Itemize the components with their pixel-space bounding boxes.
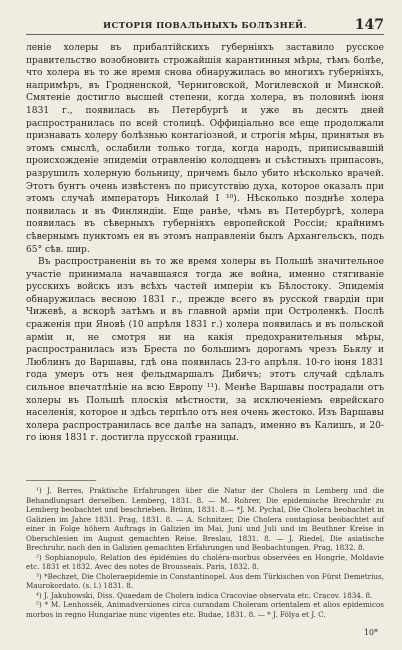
running-head: ИСТОРІЯ ПОВАЛЬНЫХЪ БОЛѢЗНЕЙ. <box>103 21 307 31</box>
paragraph: леніе холеры въ прибалтійскихъ губерніяхъ заставило русское правительство возобновить строжайшія карантинныя мѣры, тѣмъ болѣе, что холера въ то же время снова обнаружилась во многихъ губерніяхъ, напримѣръ, въ Гродненской, Черниговской, Могилевской и Минской. Смятеніе достигло высшей степени, когда холера, въ половинѣ іюня 1831 г., появилась въ Петербургѣ и уже въ десять дней распространилась по всей столицѣ. Оффиціально все еще продолжали признавать холеру болѣзнью контагіозной, и строгія мѣры, принятыя въ этомъ смыслѣ, ослабили только тогда, когда народъ, приписывавшій происхожденіе эпидеміи отравленію колодцевъ и съѣстныхъ припасовъ, разрушилъ холерную больницу, причемъ было убито нѣсколько врачей. Этотъ бунтъ очень извѣстенъ по присутствію духа, которое оказалъ при этомъ случаѣ императоръ Николай I ¹⁰). Нѣсколько позднѣе холера появилась и въ Финляндіи. Еще ранѣе, чѣмъ въ Петербургѣ, холера появилась въ сѣверныхъ губерніяхъ европейской Россіи; крайнимъ сѣвернымъ пунктомъ ея въ этомъ направленіи былъ Архангельскъ, подъ 65° сѣв. шир. <box>26 43 384 255</box>
footnote: ⁵) * M. Lenhossék, Animadversiones circa curandam Choleram orientalem et alios epidemicos morbos in regno Hungariae nunc vigentes etc. Budae, 1831. 8. — * J. Fölya et J. C. <box>26 600 384 619</box>
page-header <box>26 14 384 35</box>
footnote: ¹) J. Berres, Praktische Erfahrungen über die Natur der Cholera in Lemberg und die Behandlungsart derselben. Lemberg, 1831. 8. — M. Rohrer, Die epidemische Brechruhr zu Lemberg beobachtet und beschrieben. Brünn, 1831. 8.— *J. M. Pychal, Die Cholera beobachtet in Galizien im Jahre 1831. Prag, 1831. 8. — A. Schnitzer, Die Cholera contagiosa beobachtet auf einer in Folge höhern Auftrags in Galizien im Mai, Juni und Juli und im Beuthner Kreise in Oberschlesien im August gemachten Reise. Breslau, 1831. 8. — J. Riedel, Die asiatische Brechruhr, nach den in Galizien gemachten Erfahrungen und Beobachtungen. Prag, 1832. 8. <box>26 486 384 552</box>
signature-mark: 10* <box>363 628 378 637</box>
main-text <box>26 42 384 445</box>
footnote: ³) *Bechzet, Die Choleraepidemie in Constantinopel. Aus dem Türkischen von Fürst Demetrius, Maurokordato. (s. l.) 1831. 8. <box>26 571 384 590</box>
page-number: 147 <box>354 17 384 33</box>
footnote-divider <box>26 480 96 481</box>
footnote: ⁴) J. Jakubowski, Diss. Quaedam de Cholera indica Cracoviae observata etc. Cracov. 1834. 8. <box>36 590 373 600</box>
footnotes <box>26 486 384 619</box>
footnote: ²) Sophianopulo, Relation des épidémies du choléra-morbus observées en Hongrie, Moldavie etc. 1831 et 1832. Avec des notes de Brousseais. Paris, 1832. 8. <box>26 552 384 571</box>
paragraph: Въ распространеніи въ то же время холеры въ Польшѣ значительное участіе принимала начавшаяся тогда же война, именно стягиваніе русскихъ войскъ изъ всѣхъ частей имперіи къ Бѣлостоку. Эпидемія обнаружилась весною 1831 г., прежде всего въ русской гвардіи при Чижевѣ, а вскорѣ затѣмъ и въ главной арміи при Остроленкѣ. Послѣ сраженія при Яновѣ (10 апрѣля 1831 г.) холера появилась и въ польской арміи и, не смотря ни на какія предохранительныя мѣры, распространилась изъ Бреста по большимъ дорогамъ чрезъ Бьялу и Люблинъ до Варшавы, гдѣ она появилась 23-го апрѣля. 10-го іюня 1831 года умеръ отъ нея фельдмаршалъ Дибичъ; этотъ случай сдѣлалъ сильное впечатлѣніе на всю Европу ¹¹). Менѣе Варшавы пострадали отъ холеры въ Польшѣ плоскія мѣстности, за исключеніемъ еврейскаго населенія, которое и здѣсь терпѣло отъ нея очень жестоко. Изъ Варшавы холера распространилась все далѣе на западъ, именно въ Калишъ, и 20-го іюня 1831 г. достигла прусской границы. <box>26 257 384 444</box>
